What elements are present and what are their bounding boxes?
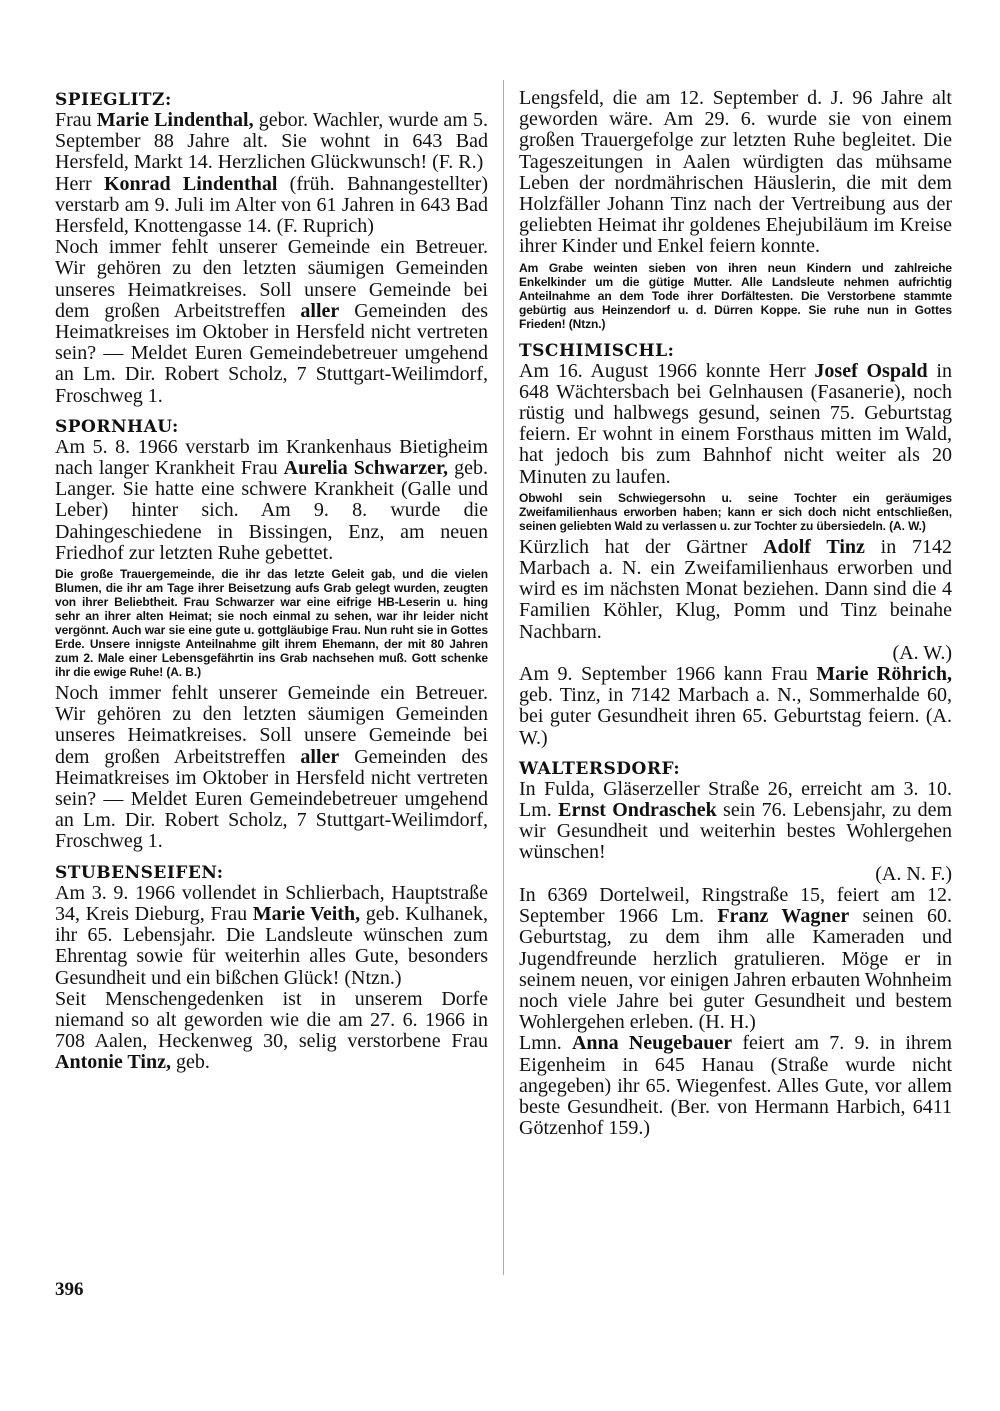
paragraph: Am 5. 8. 1966 verstarb im Krankenhaus Bietigheim nach langer Krankheit Frau Aurelia Schwarzer, geb. Langer. Sie hatte eine schwere Krankheit (Galle und Leber) hinter sich. Am 9. 8. wurde die Dahingeschiedene in Bissingen, Enz, am neuen Friedhof zur letzten Ruhe gebettet. bbox=[55, 435, 488, 564]
heading-spieglitz: SPIEGLITZ: bbox=[55, 90, 172, 110]
page-number: 396 bbox=[55, 1279, 84, 1300]
column-divider bbox=[503, 80, 504, 1275]
right-column bbox=[519, 88, 952, 1139]
paragraph: Am 16. August 1966 konnte Herr Josef Ospald in 648 Wächtersbach bei Gelnhausen (Fasanerie), noch rüstig und halbwegs gesund, seinen 75. Geburtstag feiern. Er wohnt in einem Forsthaus mitten im Wald, hat jedoch bis zum Bahnhof nicht weiter als 20 Minuten zu laufen. bbox=[519, 359, 952, 488]
left-column bbox=[55, 88, 488, 1074]
heading-tschimischl: TSCHIMISCHL: bbox=[519, 340, 675, 361]
small-print-paragraph: Die große Trauergemeinde, die ihr das letzte Geleit gab, und die vielen Blumen, die ihr am Tage ihrer Beisetzung aufs Grab gelegt wurden, zeugten von ihrer Beliebtheit. Frau Schwarzer war eine eifrige HB-Leserin u. hing sehr an ihrer alten Heimat; sie noch einmal zu sehen, war ihr leider nicht vergönnt. Auch war sie eine gute u. gottgläubige Frau. Nun ruht sie in Gottes Erde. Unsere innigste Anteilnahme gilt ihrem Ehemann, der mit 80 Jahren zum 2. Male einer Lebensgefährtin ins Grab nachsehen muß. Gott schenke ihr die ewige Ruhe! (A. B.) bbox=[55, 567, 488, 680]
small-print-paragraph: Obwohl sein Schwiegersohn u. seine Tochter ein geräumiges Zweifamilienhaus erworben haben; kann er sich doch nicht entschließen, seinen geliebten Wald zu verlassen u. zur Tochter zu übersiedeln. (A. W.) bbox=[519, 490, 952, 533]
paragraph: Lengsfeld, die am 12. September d. J. 96 Jahre alt geworden wäre. Am 29. 6. wurde sie von einem großen Trauergefolge zur letzten Ruhe begleitet. Die Tageszeitungen in Aalen würdigten das mühsame Leben der nordmährischen Häuslerin, die mit dem Holzfäller Johann Tinz nach der Vertreibung aus der geliebten Heimat ihr goldenes Ehejubiläum im Kreise ihrer Kinder und Enkel feiern konnte. bbox=[519, 87, 952, 258]
heading-stubenseifen: STUBENSEIFEN: bbox=[55, 862, 224, 883]
emphasis: aller bbox=[300, 299, 340, 322]
paragraph: Kürzlich hat der Gärtner Adolf Tinz in 7142 Marbach a. N. ein Zweifamilienhaus erworben und wird es im nächsten Monat beziehen. Dann sind die 4 Familien Köhler, Klug, Pomm und Tinz beinahe Nachbarn. bbox=[519, 535, 953, 643]
paragraph: Noch immer fehlt unserer Gemeinde ein Betreuer. Wir gehören zu den letzten säumigen Gemeinden unseres Heimatkreises. Soll unsere Gemeinde bei dem großen Arbeitstreffen aller Gemeinden des Heimatkreises im Oktober in Hersfeld nicht vertreten sein? — Meldet Euren Gemeindebetreuer umgehend an Lm. Dir. Robert Scholz, 7 Stuttgart-Weilimdorf, Froschweg 1. bbox=[55, 682, 488, 853]
signature: (A. W.) bbox=[892, 641, 952, 664]
person-name: Anna Neugebauer bbox=[571, 1032, 733, 1055]
paragraph: Lmn. Anna Neugebauer feiert am 7. 9. in ihrem Eigenheim in 645 Hanau (Straße wurde nicht angegeben) ihr 65. Wiegenfest. Alles Gute, vor allem beste Gesundheit. (Ber. von Hermann Harbich, 6411 Götzenhof 159.) bbox=[519, 1032, 952, 1140]
small-print-paragraph: Am Grabe weinten sieben von ihren neun Kindern und zahlreiche Enkelkinder um die gütige Mutter. Alle Landsleute nehmen aufrichtig Anteilnahme an dem Tode ihrer Dorfältesten. Die Verstorbene stammte gebürtig aus Heinzendorf u. d. Dürren Koppe. Sie ruhe nun in Gottes Frieden! (Ntzn.) bbox=[519, 260, 952, 331]
person-name: Aurelia Schwarzer, bbox=[283, 457, 449, 480]
person-name: Marie Veith, bbox=[252, 902, 361, 925]
person-name: Marie Lindenthal, bbox=[96, 109, 254, 131]
person-name: Marie Röhrich, bbox=[816, 663, 952, 686]
paragraph: Herr Konrad Lindenthal (früh. Bahnangestellter) verstarb am 9. Juli im Alter von 61 Jahren in 643 Bad Hersfeld, Knottengasse 14. (F. Ruprich) bbox=[55, 172, 488, 238]
heading-spornhau: SPORNHAU: bbox=[55, 416, 179, 437]
person-name: Konrad Lindenthal bbox=[103, 172, 278, 195]
paragraph: Am 3. 9. 1966 vollendet in Schlierbach, Hauptstraße 34, Kreis Dieburg, Frau Marie Veith, geb. Kulhanek, ihr 65. Lebensjahr. Die Landsleute wünschen zum Ehrentag sowie für weiterhin alles Gute, besonders Gesundheit und ein bißchen Glück! (Ntzn.) bbox=[55, 881, 489, 989]
person-name: Antonie Tinz, bbox=[55, 1051, 171, 1074]
person-name: Adolf Tinz bbox=[763, 535, 865, 558]
heading-waltersdorf: WALTERSDORF: bbox=[519, 758, 681, 779]
paragraph: Seit Menschengedenken ist in unserem Dorfe niemand so alt geworden wie die am 27. 6. 1966 in 708 Aalen, Heckenweg 30, selig verstorbene Frau Antonie Tinz, geb. bbox=[55, 987, 488, 1074]
person-name: Franz Wagner bbox=[717, 905, 850, 928]
paragraph: In 6369 Dortelweil, Ringstraße 15, feiert am 12. September 1966 Lm. Franz Wagner seinen 60. Geburtstag, zu dem ihm alle Kameraden und Jugendfreunde herzlich gratulieren. Möge er in seinem neuen, vor einigen Jahren erbauten Wohnheim noch viele Jahre bei guter Gesundheit und bestem Wohlergehen erleben. (H. H.) bbox=[519, 883, 952, 1034]
paragraph: In Fulda, Gläserzeller Straße 26, erreicht am 3. 10. Lm. Ernst Ondraschek sein 76. Lebensjahr, zu dem wir Gesundheit und weiterhin bestes Wohlergehen wünschen! bbox=[519, 777, 953, 864]
emphasis: aller bbox=[300, 745, 340, 768]
paragraph: Noch immer fehlt unserer Gemeinde ein Betreuer. Wir gehören zu den letzten säumigen Gemeinden unseres Heimatkreises. Soll unsere Gemeinde bei dem großen Arbeitstreffen aller Gemeinden des Heimatkreises im Oktober in Hersfeld nicht vertreten sein? — Meldet Euren Gemeindebetreuer umgehend an Lm. Dir. Robert Scholz, 7 Stuttgart-Weilimdorf, Froschweg 1. bbox=[55, 236, 488, 407]
paragraph: Frau Marie Lindenthal, gebor. Wachler, wurde am 5. September 88 Jahre alt. Sie wohnt in 643 Bad Hersfeld, Markt 14. Herzlichen Glückwunsch! (F. R.) bbox=[55, 109, 488, 174]
signature: (A. N. F.) bbox=[875, 862, 952, 885]
person-name: Ernst Ondraschek bbox=[558, 799, 717, 822]
paragraph: Am 9. September 1966 kann Frau Marie Röhrich, geb. Tinz, in 7142 Marbach a. N., Sommerhalde 60, bei guter Gesundheit ihren 65. Geburtstag feiern. (A. W.) bbox=[519, 663, 952, 749]
person-name: Josef Ospald bbox=[814, 359, 928, 382]
